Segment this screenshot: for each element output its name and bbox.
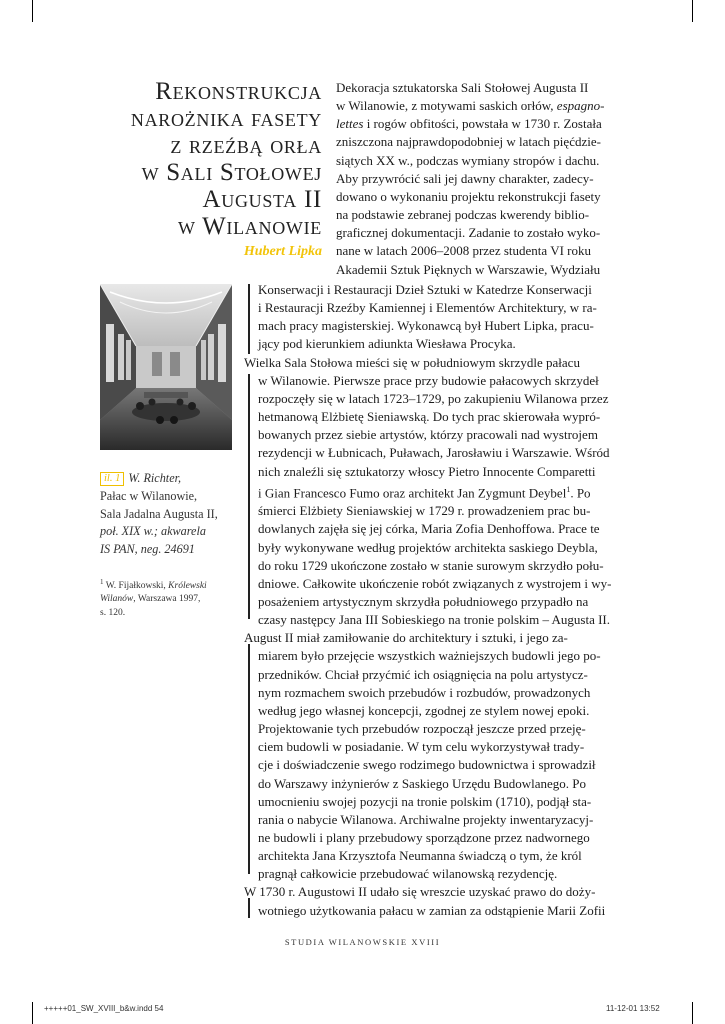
crop-mark xyxy=(32,1002,33,1024)
hall-drawing xyxy=(100,284,232,450)
footnote-number: 1 xyxy=(100,578,104,586)
text-line: Konserwacji i Restauracji Dzieł Sztuki w Katedrze Konserwacji xyxy=(258,282,592,297)
text-line: i Gian Francesco Fumo oraz architekt Jan Zygmunt Deybel$^1$. Po xyxy=(258,484,591,501)
slug-right: 11-12-01 13:52 xyxy=(606,1004,660,1013)
intro-paragraph xyxy=(336,79,628,279)
crop-mark xyxy=(32,0,33,22)
text-line: wotniego użytkowania pałacu w zamian za odstąpienie Marii Zofii xyxy=(258,902,606,918)
illustration-label: il. 1 xyxy=(100,472,124,486)
text-line: Dekoracja sztukatorska Sali Stołowej Augusta II xyxy=(336,80,589,95)
text-line: przedników. Chciał przyćmić ich osiągnięcia na polu artystycz- xyxy=(258,666,588,682)
text-line: umocnieniu swojej pozycji na tronie polskim (1710), podjął sta- xyxy=(258,793,592,809)
text-line: ne budowli i plany przebudowy sporządzone przez nadwornego xyxy=(258,830,590,846)
text-line: architekta Jana Krzysztofa Neumanna świadczą o tym, że król xyxy=(258,848,582,864)
text-line: dowano o wykonaniu projektu rekonstrukcji fasety xyxy=(336,188,601,204)
text-line: posażeniem artystycznym skrzydła południowego przypadło na xyxy=(258,593,589,609)
title-line: Augusta II xyxy=(202,186,322,213)
text-line: w Wilanowie. Pierwsze prace przy budowie pałacowych skrzydeł xyxy=(258,372,599,388)
caption-artist: W. Richter, xyxy=(128,471,182,485)
text-line: i Restauracji Rzeźby Kamiennej i Elementów Architektury, w ra- xyxy=(258,300,597,316)
caption-line: Sala Jadalna Augusta II, xyxy=(100,506,218,521)
text-line: bowanych przez siebie artystów, którzy pracowali nad wystrojem xyxy=(258,427,598,443)
text-line: w Wilanowie, z motywami saskich orłów, espagno- xyxy=(336,98,605,114)
text-line: Projektowanie tych przebudów rozpoczął jeszcze przed przeję- xyxy=(258,721,586,737)
text-line: pragnął całkowicie przebudować wilanowską rezydencję. xyxy=(258,866,558,882)
title-line: Rekonstrukcja xyxy=(155,78,322,105)
text-line: rania o nabycie Wilanowa. Archiwalne projekty inwentaryzacyj- xyxy=(258,811,594,827)
text-line: lettes i rogów obfitości, powstała w 1730 r. Została xyxy=(336,116,602,132)
author-name: Hubert Lipka xyxy=(243,244,322,259)
footnote-ref: 1 xyxy=(566,484,571,494)
text-line: dniowe. Całkowite ukończenie robót związanych z wystrojem i wy- xyxy=(258,575,612,591)
text-line: nich znaleźli się sztukatorzy włoscy Pietro Innocente Comparetti xyxy=(258,463,596,479)
text-line: graficznej dokumentacji. Zadanie to zostało wyko- xyxy=(336,225,601,241)
slug-left: +++++01_SW_XVIII_b&w.indd 54 xyxy=(44,1004,164,1013)
figure-caption xyxy=(100,470,240,559)
caption-line: IS PAN, neg. 24691 xyxy=(100,542,195,557)
running-head: STUDIA WILANOWSKIE XVIII xyxy=(284,937,441,947)
article-title xyxy=(100,78,322,240)
text-line: mach pracy magisterskiej. Wykonawcą był Hubert Lipka, pracu- xyxy=(258,318,594,334)
text-line: rozpoczęły się w latach 1723–1729, po zakupieniu Wilanowa przez xyxy=(258,390,609,406)
caption-line: poł. XIX w.; akwarela xyxy=(100,524,206,539)
text-line: miarem było przejęcie wszystkich ważniejszych budowli jego po- xyxy=(258,648,601,664)
text-line: Akademii Sztuk Pięknych w Warszawie, Wydziału xyxy=(336,261,601,277)
text-line: siątych XX w., podczas wymiany stropów i dachu. xyxy=(336,152,600,168)
text-line: Aby przywrócić sali jej dawny charakter, zadecy- xyxy=(336,170,594,186)
text-line: zniszczona najprawdopodobniej w latach pięćdzie- xyxy=(336,134,601,150)
hall-illustration xyxy=(100,284,232,450)
text-line: dowlanych zajęła się jej córka, Maria Zofia Denhoffowa. Prace te xyxy=(258,521,600,537)
text-line: czasy następcy Jana III Sobieskiego na tronie polskim – Augusta II. xyxy=(258,612,610,628)
text-line: Wielka Sala Stołowa mieści się w południowym skrzydle pałacu xyxy=(244,354,580,370)
text-line: do Warszawy inżynierów z Saskiego Urzędu Budowlanego. Po xyxy=(258,775,586,791)
text-line: jący pod kierunkiem adiunkta Wiesława Procyka. xyxy=(258,336,516,352)
footnote: $^1$ W. Fijałkowski, Królewski Wilanów, Warszawa 1997, s. 120. xyxy=(100,578,207,618)
title-line: narożnika fasety xyxy=(130,105,322,132)
caption-line: Pałac w Wilanowie, xyxy=(100,488,198,503)
text-line: ciem budowli w posiadanie. W tym celu wykorzystywał trady- xyxy=(258,739,585,755)
body-text xyxy=(244,281,628,920)
text-line: rezydencji w Łubnicach, Puławach, Jarosławiu i Warszawie. Wśród xyxy=(258,445,610,461)
title-line: z rzeźbą orła xyxy=(170,132,322,159)
title-line: w Wilanowie xyxy=(177,213,322,240)
title-line: w Sali Stołowej xyxy=(141,159,322,186)
text-line: według jego własnej koncepcji, zgodnej ze stylem nowej epoki. xyxy=(258,702,590,718)
text-line: nane w latach 2006–2008 przez studenta VI roku xyxy=(336,243,591,259)
text-line: nym rozmachem swoich przebudów i rozbudów, prowadzonych xyxy=(258,684,591,700)
text-line: hetmanową Elżbietę Sieniawską. Do tych prac skierowała wypró- xyxy=(258,409,601,425)
text-line: cje i doświadczenie swego rodzimego budownictwa i sprowadził xyxy=(258,757,596,773)
text-line: śmierci Elżbiety Sieniawskiej w 1729 r. prowadzeniem prac bu- xyxy=(258,503,591,519)
text-line: August II miał zamiłowanie do architektury i sztuki, i jego za- xyxy=(244,630,568,646)
crop-mark xyxy=(692,0,693,22)
text-line: do roku 1729 ukończone zostało w stanie surowym skrzydło połu- xyxy=(258,557,604,573)
text-line: W 1730 r. Augustowi II udało się wreszcie uzyskać prawo do doży- xyxy=(244,884,596,900)
text-line: były wykonywane według projektów architekta saskiego Deybla, xyxy=(258,539,598,555)
text-line: na podstawie zebranej podczas kwerendy biblio- xyxy=(336,207,590,223)
crop-mark xyxy=(692,1002,693,1024)
